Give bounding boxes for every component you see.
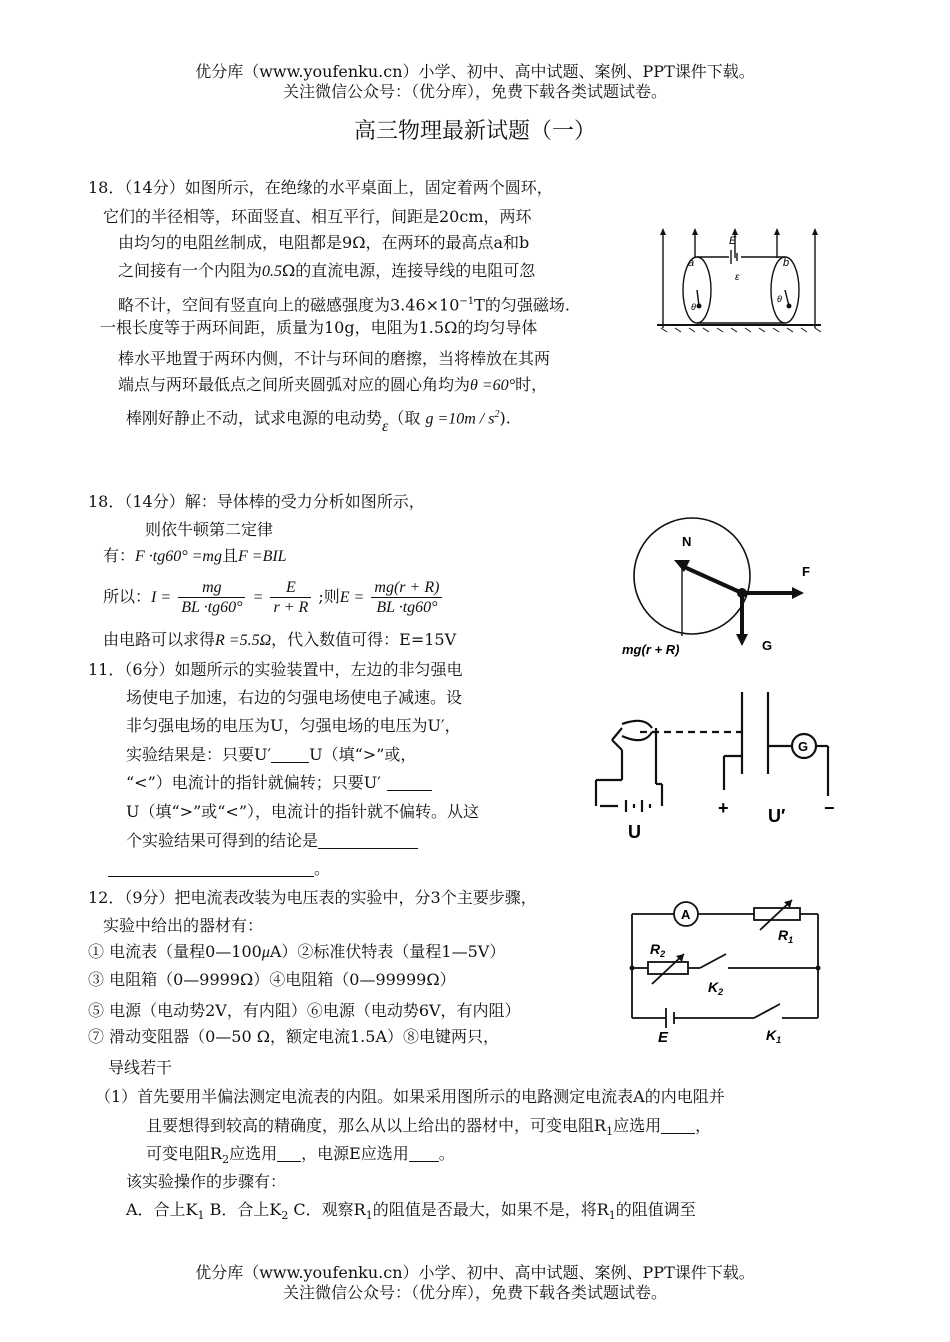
fig3-minus-terminal: − [824,798,835,818]
fig2-label-n: N [682,534,692,549]
fraction-3: $\frac{mg(r + R)}{BL \cdot tg60^\circ}$ [371,578,442,617]
fig1-label-e: E [729,235,737,247]
footer-line-2: 关注微信公众号：（优分库），免费下载各类试题试卷。 [282,1283,667,1302]
ans18-line-1: 18．（14分）解：导体棒的受力分析如图所示， [88,492,425,511]
answer-blank[interactable] [108,860,314,877]
answer-blank[interactable] [271,746,309,763]
answer-blank[interactable] [661,1117,695,1134]
answer-blank[interactable] [387,774,432,791]
q12-part1-line-2: 且要想得到较高的精确度，那么从以上给出的器材中，可变电阻$R_1$应选用 ， [146,1116,712,1139]
q12-line-4: ③ 电阻箱（0—9999Ω）④电阻箱（0—99999Ω） [88,970,456,989]
q18-line-1: 18．（14分）如图所示，在绝缘的水平桌面上，固定着两个圆环， [88,178,553,197]
q11-line-3: 非匀强电场的电压为U，匀强电场的电压为U′， [126,716,461,735]
page-title: 高三物理最新试题（一） [353,119,596,144]
fig2-label-f: F [802,564,810,579]
fig1-label-a: a [688,257,695,269]
fig1-label-theta-2: θ [777,294,782,304]
fig2-label-g: G [762,638,773,653]
fraction-1: $\frac{mg}{BL \cdot tg60^\circ}$ [178,578,245,617]
q18-line-7: 棒水平地置于两环内侧，不计与环间的磨擦，当将棒放在其两 [118,349,551,368]
fig4-label-k2: $K_2$ [708,979,724,997]
fig4-label-e: E [658,1029,669,1046]
answer-blank[interactable] [409,1145,439,1162]
header-line-1: 优分库（www.youfenku.cn）小学、初中、高中试题、案例、PPT课件下载。 [195,62,755,81]
fig4-label-r1: $R_1$ [778,927,794,945]
q11-line-6: U（填“>”或“<”），电流计的指针就不偏转。从这 [126,802,480,821]
q12-line-3: ① 电流表（量程0—100μA）②标准伏特表（量程1—5V） [88,942,506,961]
q18-line-3: 由均匀的电阻丝制成，电阻都是9Ω，在两环的最高点a和b [118,233,530,252]
fig3-label-u-prime: U′ [768,806,786,826]
q18-line-8: 端点与两环最低点之间所夹圆弧对应的圆心角均为θ =60°时， [118,375,548,394]
ans18-line-4: 所以：I = $\frac{mg}{BL \cdot tg60^\circ}$ = $\frac{E}{r + R}$ ;则E = $\frac{mg(r + R)}{BL \cdot tg60^\circ}$ [103,574,444,620]
q12-line-6: ⑦ 滑动变阻器（0—50 Ω，额定电流1.5A）⑧电键两只， [88,1027,500,1046]
q18-line-4: 之间接有一个内阻为0.5Ω的直流电源，连接导线的电阻可忽 [118,261,536,280]
q12-part1-line-5: A．合上$K_1$ B．合上$K_2$ C．观察$R_1$的阻值是否最大，如果不是，将$R_1$的阻值调至 [126,1200,696,1223]
fraction-2: $\frac{E}{r + R}$ [270,578,311,617]
q12-line-5: ⑤ 电源（电动势2V，有内阻）⑥电源（电动势6V，有内阻） [88,1001,521,1020]
ans18-line-3: 有：F ·tg60° =mg且F =BIL [103,546,287,565]
fig3-plus-terminal: + [718,798,729,818]
fig2-label-mg: mg(r + R) [622,642,680,657]
q12-line-2: 实验中给出的器材有： [103,916,264,935]
fig3-label-u: U [628,822,641,842]
fig4-label-k1: $K_1$ [766,1027,782,1045]
ans18-line-5: 由电路可以求得R =5.5Ω，代入数值可得：E=15V [103,630,457,649]
q11-line-1: 11．（6分）如题所示的实验装置中，左边的非匀强电 [88,660,463,679]
q12-part1-line-4: 该实验操作的步骤有： [126,1172,287,1191]
q11-line-8: 。 [108,859,330,879]
fig4-label-r2: $R_2$ [650,941,666,959]
q11-line-2: 场使电子加速，右边的匀强电场使电子减速。设 [126,688,463,707]
q12-line-7: 导线若干 [108,1058,173,1077]
q11-line-7: 个实验结果可得到的结论是 [126,831,418,851]
q12-part1-line-1: （1）首先要用半偏法测定电流表的内阻。如果采用图所示的电路测定电流表A的内电阻并 [95,1087,725,1106]
q18-line-6: 一根长度等于两环间距，质量为10g，电阻为1.5Ω的均匀导体 [100,318,538,337]
answer-blank[interactable] [277,1145,301,1162]
q11-line-5: “<”）电流计的指针就偏转；只要U′ [126,773,432,793]
force-diagram [620,518,830,658]
fig1-label-theta-1: θ [691,302,696,312]
half-deflection-circuit-diagram [628,898,828,1046]
electron-apparatus-diagram [592,688,842,846]
q12-line-1: 12．（9分）把电流表改装为电压表的实验中，分3个主要步骤， [88,888,537,907]
header-line-2: 关注微信公众号：（优分库），免费下载各类试题试卷。 [282,82,667,101]
rings-diagram [655,228,825,332]
answer-blank[interactable] [318,832,418,849]
q18-line-5: 略不计，空间有竖直向上的磁感强度为$3.46\times 10^{-1}T$的匀强磁场. [118,295,570,315]
q11-line-4: 实验结果是：只要U′ U（填“>”或， [126,745,417,764]
footer-line-1: 优分库（www.youfenku.cn）小学、初中、高中试题、案例、PPT课件下载。 [195,1263,755,1282]
fig3-galvanometer-label: G [798,739,809,754]
ans18-line-2: 则依牛顿第二定律 [145,520,274,539]
q18-line-2: 它们的半径相等，环面竖直、相互平行，间距是20cm，两环 [103,207,532,226]
fig4-ammeter-label: A [681,907,691,922]
fig1-label-eps: ε [735,272,740,283]
fig1-label-b: b [783,257,790,269]
q12-part1-line-3: 可变电阻$R_2$应选用 ，电源E应选用 。 [146,1144,455,1167]
q18-line-9: 棒刚好静止不动，试求电源的电动势ε（取 $g =10m / s^2$). [126,408,511,436]
